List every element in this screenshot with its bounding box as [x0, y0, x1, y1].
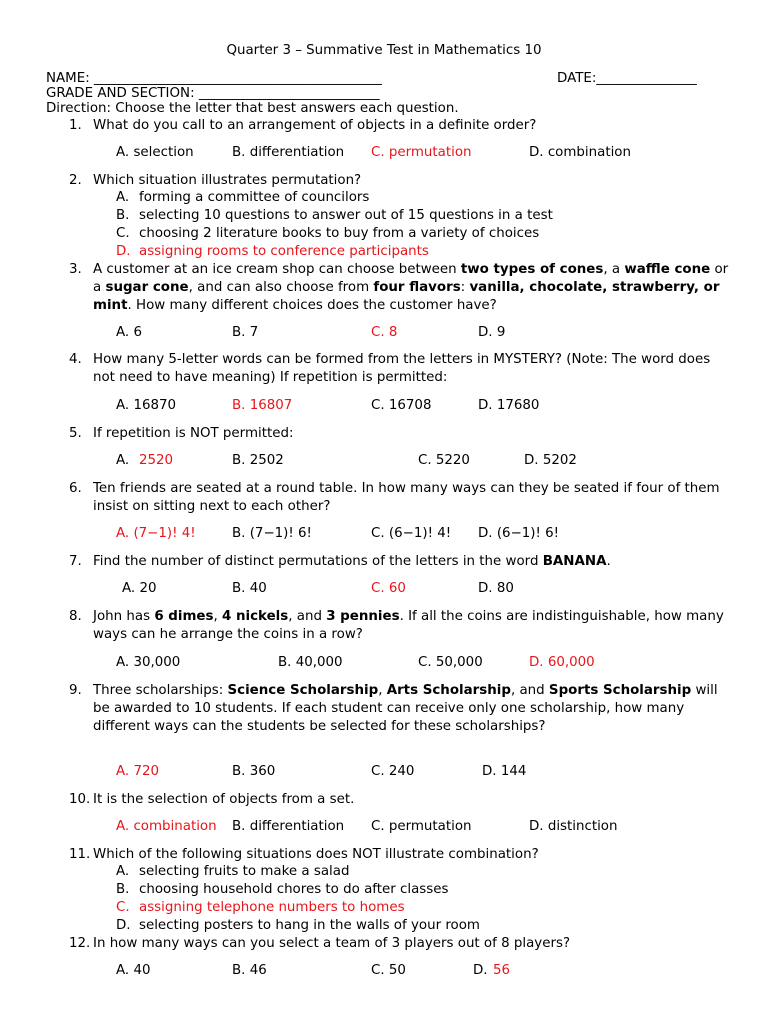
- option-d-answer: 56: [493, 963, 511, 978]
- option-b: B. (7−1)! 6!: [232, 526, 312, 541]
- option-d: D. 5202: [524, 453, 577, 468]
- question-text: John has 6 dimes, 4 nickels, and 3 pennies. If all the coins are indistinguishable, how many ways can he arrange the coins in a row?: [93, 609, 724, 642]
- option-c: C. 240: [371, 764, 415, 779]
- question-5: [69, 425, 729, 443]
- question-number: 10.: [69, 792, 91, 807]
- option-c: C. 16708: [371, 398, 432, 413]
- option-c: C. permutation: [371, 819, 472, 834]
- question-8: [69, 608, 729, 644]
- question-11: [69, 846, 729, 864]
- option-c-answer: C. permutation: [371, 145, 472, 160]
- question-6: [69, 480, 729, 516]
- question-text: Which of the following situations does NOT illustrate combination?: [93, 847, 539, 862]
- name-field-label: NAME: ___________________________________________: [46, 71, 382, 86]
- option-a-letter: A.: [116, 453, 130, 468]
- question-number: 5.: [69, 426, 82, 441]
- question-number: 8.: [69, 609, 82, 624]
- question-2: [69, 172, 729, 190]
- option-c-answer: C. 60: [371, 581, 406, 596]
- option-b: B. 40,000: [278, 655, 343, 670]
- option-b: B. 7: [232, 325, 259, 340]
- question-1: [69, 117, 729, 135]
- option-b: B. 46: [232, 963, 267, 978]
- option-a-answer: A. 720: [116, 764, 159, 779]
- option-b-answer: B. 16807: [232, 398, 293, 413]
- question-number: 11.: [69, 847, 91, 862]
- option-a: A. 40: [116, 963, 151, 978]
- direction-text: Direction: Choose the letter that best answers each question.: [46, 101, 459, 116]
- question-number: 4.: [69, 352, 82, 367]
- question-3: [69, 261, 729, 315]
- option-c: C. 50,000: [418, 655, 483, 670]
- option-b: B. 360: [232, 764, 276, 779]
- option-b: B. differentiation: [232, 819, 345, 834]
- question-text: Ten friends are seated at a round table. In how many ways can they be seated if four of them insist on sitting next to each other?: [93, 481, 720, 514]
- question-text: Which situation illustrates permutation?: [93, 173, 362, 188]
- option-d: D. combination: [529, 145, 631, 160]
- question-text: If repetition is NOT permitted:: [93, 426, 294, 441]
- option-c: C. (6−1)! 4!: [371, 526, 452, 541]
- question-number: 9.: [69, 683, 82, 698]
- option-d-letter: D.: [473, 963, 488, 978]
- question-text: Three scholarships: Science Scholarship, Arts Scholarship, and Sports Scholarship will be awarded to 10 students. If each student can receive only one scholarship, how many different ways can the students be selected for these scholarships?: [93, 683, 718, 734]
- option-a: A. 6: [116, 325, 142, 340]
- question-text: Find the number of distinct permutations of the letters in the word BANANA.: [93, 554, 611, 569]
- option-d: D. distinction: [529, 819, 618, 834]
- option-d: D. 9: [478, 325, 506, 340]
- question-text: It is the selection of objects from a set.: [93, 792, 355, 807]
- page-title: Quarter 3 – Summative Test in Mathematics 10: [226, 43, 542, 58]
- question-4: [69, 351, 729, 387]
- option-c: C. 50: [371, 963, 406, 978]
- question-number: 7.: [69, 554, 82, 569]
- question-10: [69, 791, 729, 809]
- option-a-answer: A. (7−1)! 4!: [116, 526, 196, 541]
- option-d: D. 144: [482, 764, 527, 779]
- question-number: 3.: [69, 262, 82, 277]
- question-text: In how many ways can you select a team of 3 players out of 8 players?: [93, 936, 571, 951]
- question-7: [69, 553, 729, 571]
- option-c: C. 5220: [418, 453, 470, 468]
- option-d: D. 80: [478, 581, 514, 596]
- option-c-answer: C. 8: [371, 325, 398, 340]
- question-12: [69, 935, 729, 953]
- question-number: 2.: [69, 173, 82, 188]
- option-a-answer: 2520: [139, 453, 174, 468]
- question-9: [69, 682, 729, 736]
- date-field-label: DATE:_______________: [557, 71, 697, 86]
- option-a-answer: A. combination: [116, 819, 217, 834]
- option-b: B. 40: [232, 581, 267, 596]
- option-b: B. 2502: [232, 453, 284, 468]
- option-b: B. differentiation: [232, 145, 345, 160]
- question-text: How many 5-letter words can be formed from the letters in MYSTERY? (Note: The word does not need to have meaning) If repetition is permitted:: [93, 352, 711, 385]
- option-a: A. 30,000: [116, 655, 181, 670]
- question-number: 1.: [69, 118, 82, 133]
- option-d: D. 17680: [478, 398, 540, 413]
- question-number: 12.: [69, 936, 91, 951]
- question-number: 6.: [69, 481, 82, 496]
- option-a: A. 16870: [116, 398, 177, 413]
- option-a: A. 20: [122, 581, 157, 596]
- option-d: D. (6−1)! 6!: [478, 526, 560, 541]
- question-text: A customer at an ice cream shop can choose between two types of cones, a waffle cone or a sugar cone, and can also choose from four flavors: vanilla, chocolate, strawberry, or mint. How many different choices does the customer have?: [93, 262, 729, 313]
- grade-section-field-label: GRADE AND SECTION: ___________________________: [46, 86, 380, 101]
- option-a: A. selection: [116, 145, 194, 160]
- question-text: What do you call to an arrangement of objects in a definite order?: [93, 118, 537, 133]
- option-d-answer: D. 60,000: [529, 655, 595, 670]
